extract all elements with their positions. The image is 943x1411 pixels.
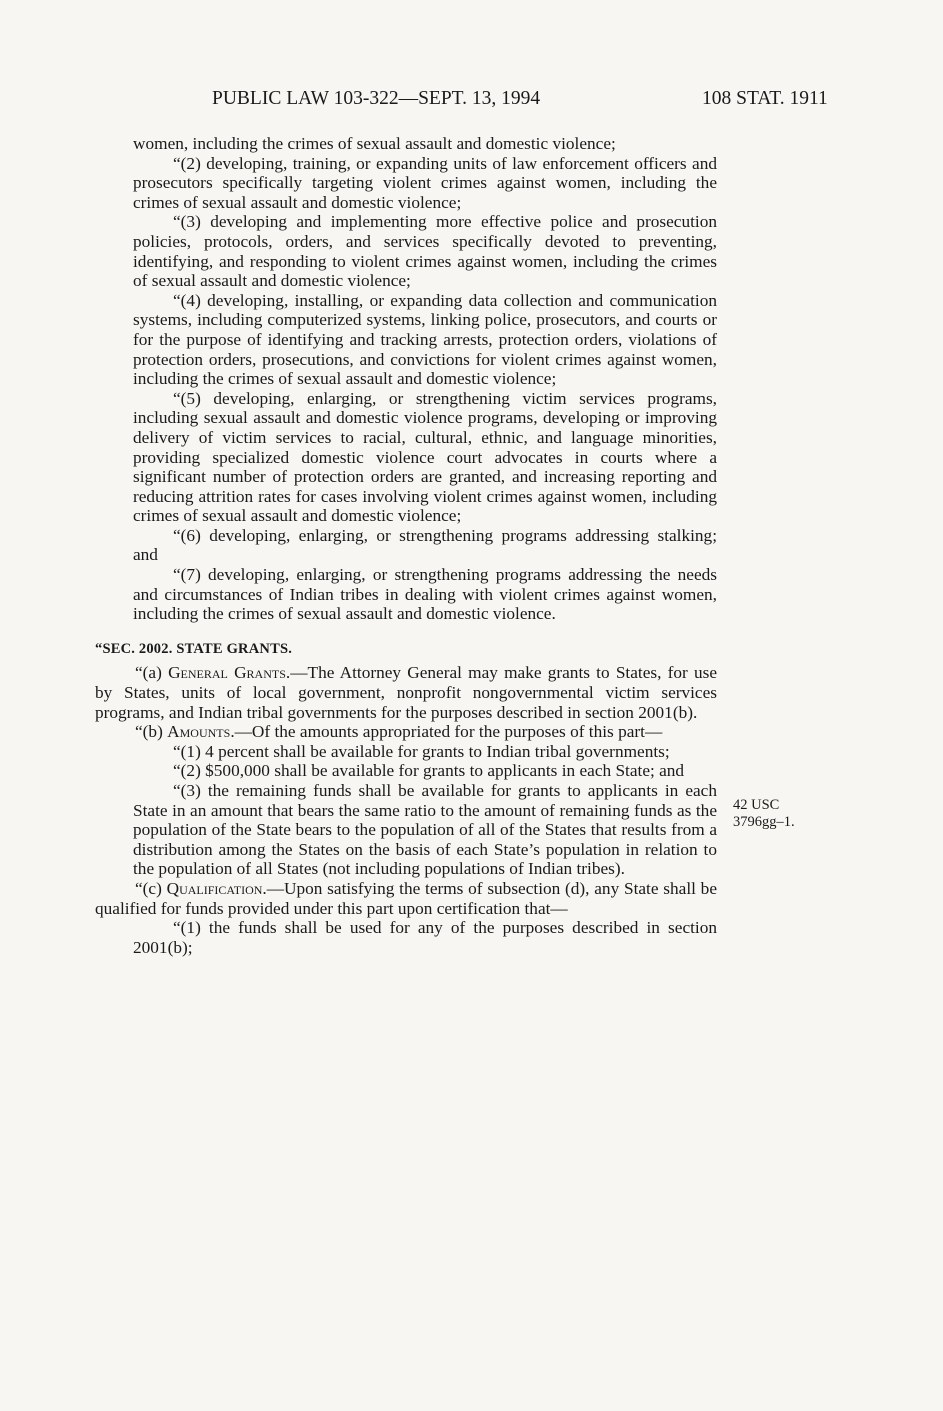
running-head: PUBLIC LAW 103-322—SEPT. 13, 1994: [212, 88, 541, 109]
subsection-b-caption: Amounts: [167, 722, 231, 742]
subsection-b-paragraph-2: “(2) $500,000 shall be available for grants to applicants in each State; and: [173, 761, 685, 781]
subsection-b-label: “(b): [135, 722, 168, 742]
subsection-b-text: .—Of the amounts appropriated for the purposes of this part—: [230, 722, 663, 742]
subsection-c: [95, 879, 717, 918]
continued-paragraph: women, including the crimes of sexual assault and domestic violence;: [133, 134, 616, 153]
subsection-b-paragraph-3: “(3) the remaining funds shall be available for grants to applicants in each State in an amount that bears the same ratio to the amount of remaining funds as the population of the State bears to the population of all of the States that results from a distribution among the States on the basis of each State’s population in relation to the population of all States (not including populations of Indian tribes).: [133, 781, 717, 879]
paragraph-6: “(6) developing, enlarging, or strengthening programs addressing stalking; and: [133, 525, 717, 565]
subsection-c-paragraph-1: “(1) the funds shall be used for any of the purposes described in section 2001(b);: [133, 918, 717, 957]
stat-page-reference: 108 STAT. 1911: [702, 88, 828, 109]
paragraph-5: “(5) developing, enlarging, or strengthening victim services programs, including sexual assault and domestic violence programs, developing or improving delivery of victim services to racial, cultural, ethnic, and language minorities, providing specialized domestic violence court advocates in courts where a significant number of protection orders are granted, and increasing reporting and reducing attrition rates for cases involving violent crimes against women, including crimes of sexual assault and domestic violence;: [133, 388, 717, 526]
paragraph-2: “(2) developing, training, or expanding units of law enforcement officers and prosecutors specifically targeting violent crimes against women, including the crimes of sexual assault and domestic violence;: [133, 153, 717, 212]
subsection-a-caption: General Grants: [168, 663, 286, 683]
section-heading: “SEC. 2002. STATE GRANTS.: [95, 640, 293, 657]
paragraph-4: “(4) developing, installing, or expanding data collection and communication systems, including computerized systems, linking police, prosecutors, and courts or for the purpose of identifying and tracking arrests, protection orders, violations of protection orders, prosecutions, and convictions for violent crimes against women, including the crimes of sexual assault and domestic violence;: [133, 290, 717, 389]
margin-citation-line-1: 42 USC: [733, 797, 780, 813]
page-body: [95, 134, 717, 957]
paragraph-7: “(7) developing, enlarging, or strengthening programs addressing the needs and circumstances of Indian tribes in dealing with violent crimes against women, including the crimes of sexual assault and domestic violence.: [133, 565, 717, 624]
subsection-a-label: “(a): [135, 663, 169, 683]
subsection-a-text: .—The Attorney General may make grants to States, for use by States, units of local government, nonprofit nongovernmental victim services programs, and Indian tribal governments for the purposes described in section 2001(b).: [95, 663, 718, 722]
subsection-b: [95, 722, 717, 742]
subsection-c-label: “(c): [135, 878, 167, 898]
margin-citation-line-2: 3796gg–1.: [733, 814, 795, 830]
subsection-c-text: .—Upon satisfying the terms of subsection (d), any State shall be qualified for funds provided under this part upon certification that—: [95, 878, 717, 918]
subsection-c-caption: Qualification: [166, 878, 263, 898]
paragraph-3: “(3) developing and implementing more effective police and prosecution policies, protocols, orders, and services specifically devoted to preventing, identifying, and responding to violent crimes against women, including the crimes of sexual assault and domestic violence;: [133, 212, 717, 291]
page-header: [0, 88, 943, 118]
subsection-a: [95, 663, 717, 722]
margin-citation: [733, 797, 795, 831]
subsection-b-paragraph-1: “(1) 4 percent shall be available for grants to Indian tribal governments;: [173, 741, 670, 761]
